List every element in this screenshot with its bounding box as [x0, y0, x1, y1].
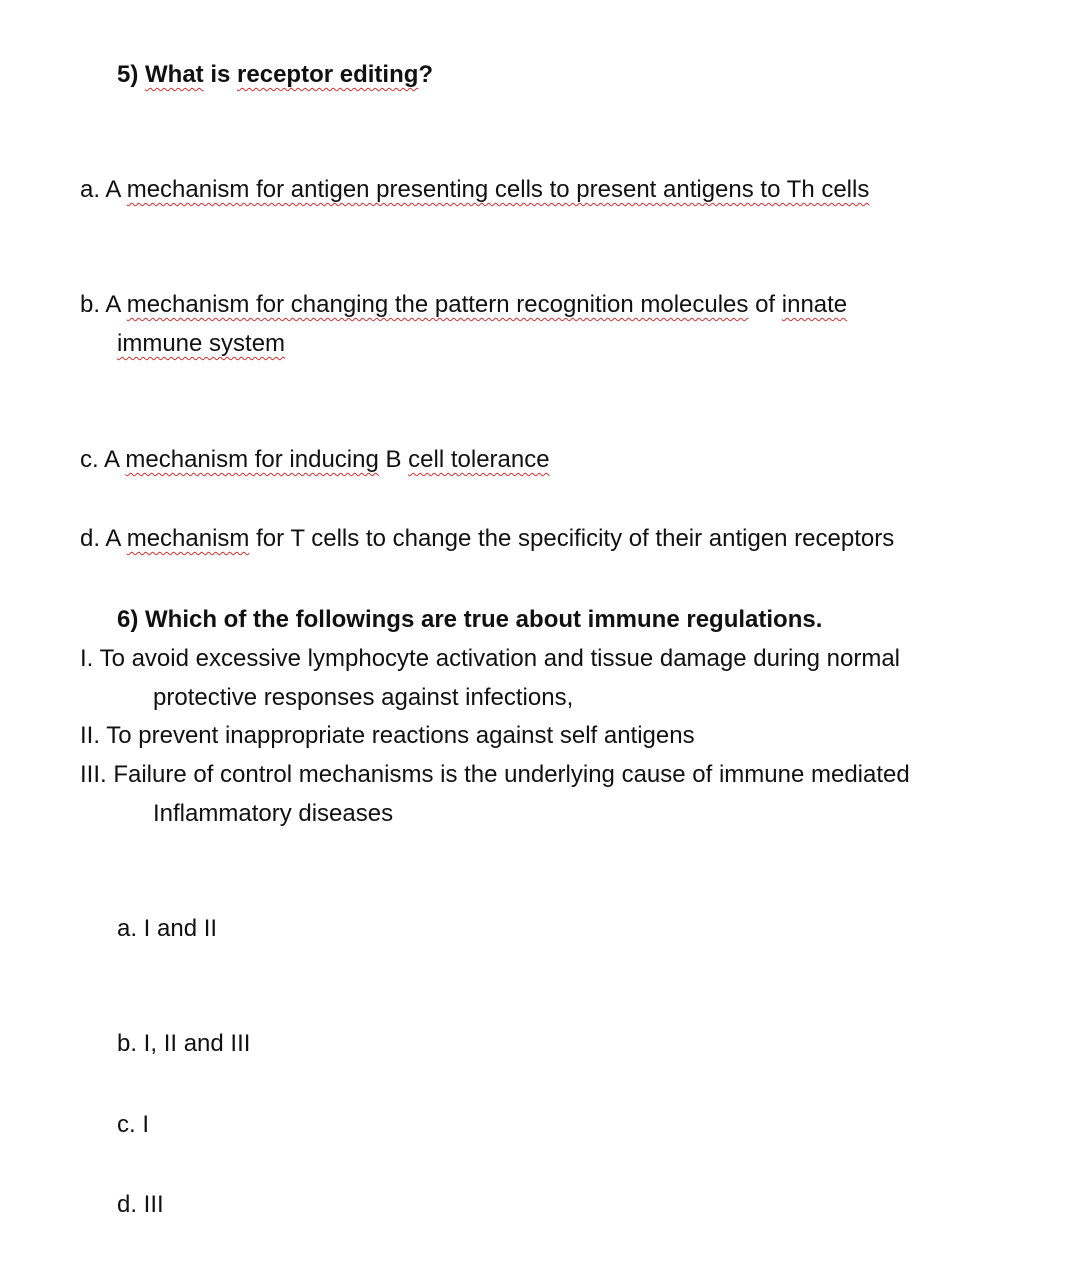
q5-option-d [80, 524, 894, 554]
q5-option-d-flagged: mechanism [126, 525, 250, 552]
q5-option-b-text-2: innate [781, 291, 848, 318]
q5-option-b-text-mid: of [748, 291, 782, 318]
q5-option-b [80, 290, 847, 320]
q6-option-b: b. I, II and III [117, 1030, 251, 1057]
q5-option-a-prefix: a. A [80, 176, 127, 203]
q6-statement-2: II. To prevent inappropriate reactions against self antigens [80, 722, 695, 749]
q6-statement-3-continuation: Inflammatory diseases [153, 800, 394, 827]
q5-option-d-prefix: d. A [80, 525, 127, 552]
q5-option-c-prefix: c. A [80, 446, 126, 473]
q5-option-a-text: mechanism for antigen presenting cells to present antigens to Th cells [126, 176, 870, 203]
q6-statement-1: I. To avoid excessive lymphocyte activation and tissue damage during normal [80, 645, 900, 672]
q6-option-a: a. I and II [117, 915, 218, 942]
q6-statement-3: III. Failure of control mechanisms is the underlying cause of immune mediated [80, 761, 910, 788]
question-5-number: 5) [117, 61, 139, 88]
q5-option-d-rest: for T cells to change the specificity of their antigen receptors [249, 525, 895, 552]
question-5-title [117, 60, 433, 90]
q5-option-c-text-2: cell tolerance [408, 446, 550, 473]
q5-option-b-continuation [117, 329, 285, 359]
q5-option-b-text-1: mechanism for changing the pattern recognition molecules [126, 291, 749, 318]
q5-option-c-text-mid: B [378, 446, 409, 473]
question-5-mark: ? [418, 61, 434, 88]
question-5-word-what: What [145, 61, 204, 88]
q5-option-b-text-3: immune system [117, 330, 286, 357]
q5-option-b-prefix: b. A [80, 291, 127, 318]
q6-statement-1-continuation: protective responses against infections, [153, 684, 574, 711]
q5-option-a [80, 175, 869, 205]
q6-option-d: d. III [117, 1191, 164, 1218]
question-5-term: receptor editing [237, 61, 419, 88]
q5-option-c-text-1: mechanism for inducing [125, 446, 379, 473]
question-6-title: 6) Which of the followings are true about immune regulations. [117, 606, 823, 633]
q5-option-c [80, 445, 550, 475]
question-5-word-is: is [210, 61, 231, 88]
q6-option-c: c. I [117, 1111, 150, 1138]
